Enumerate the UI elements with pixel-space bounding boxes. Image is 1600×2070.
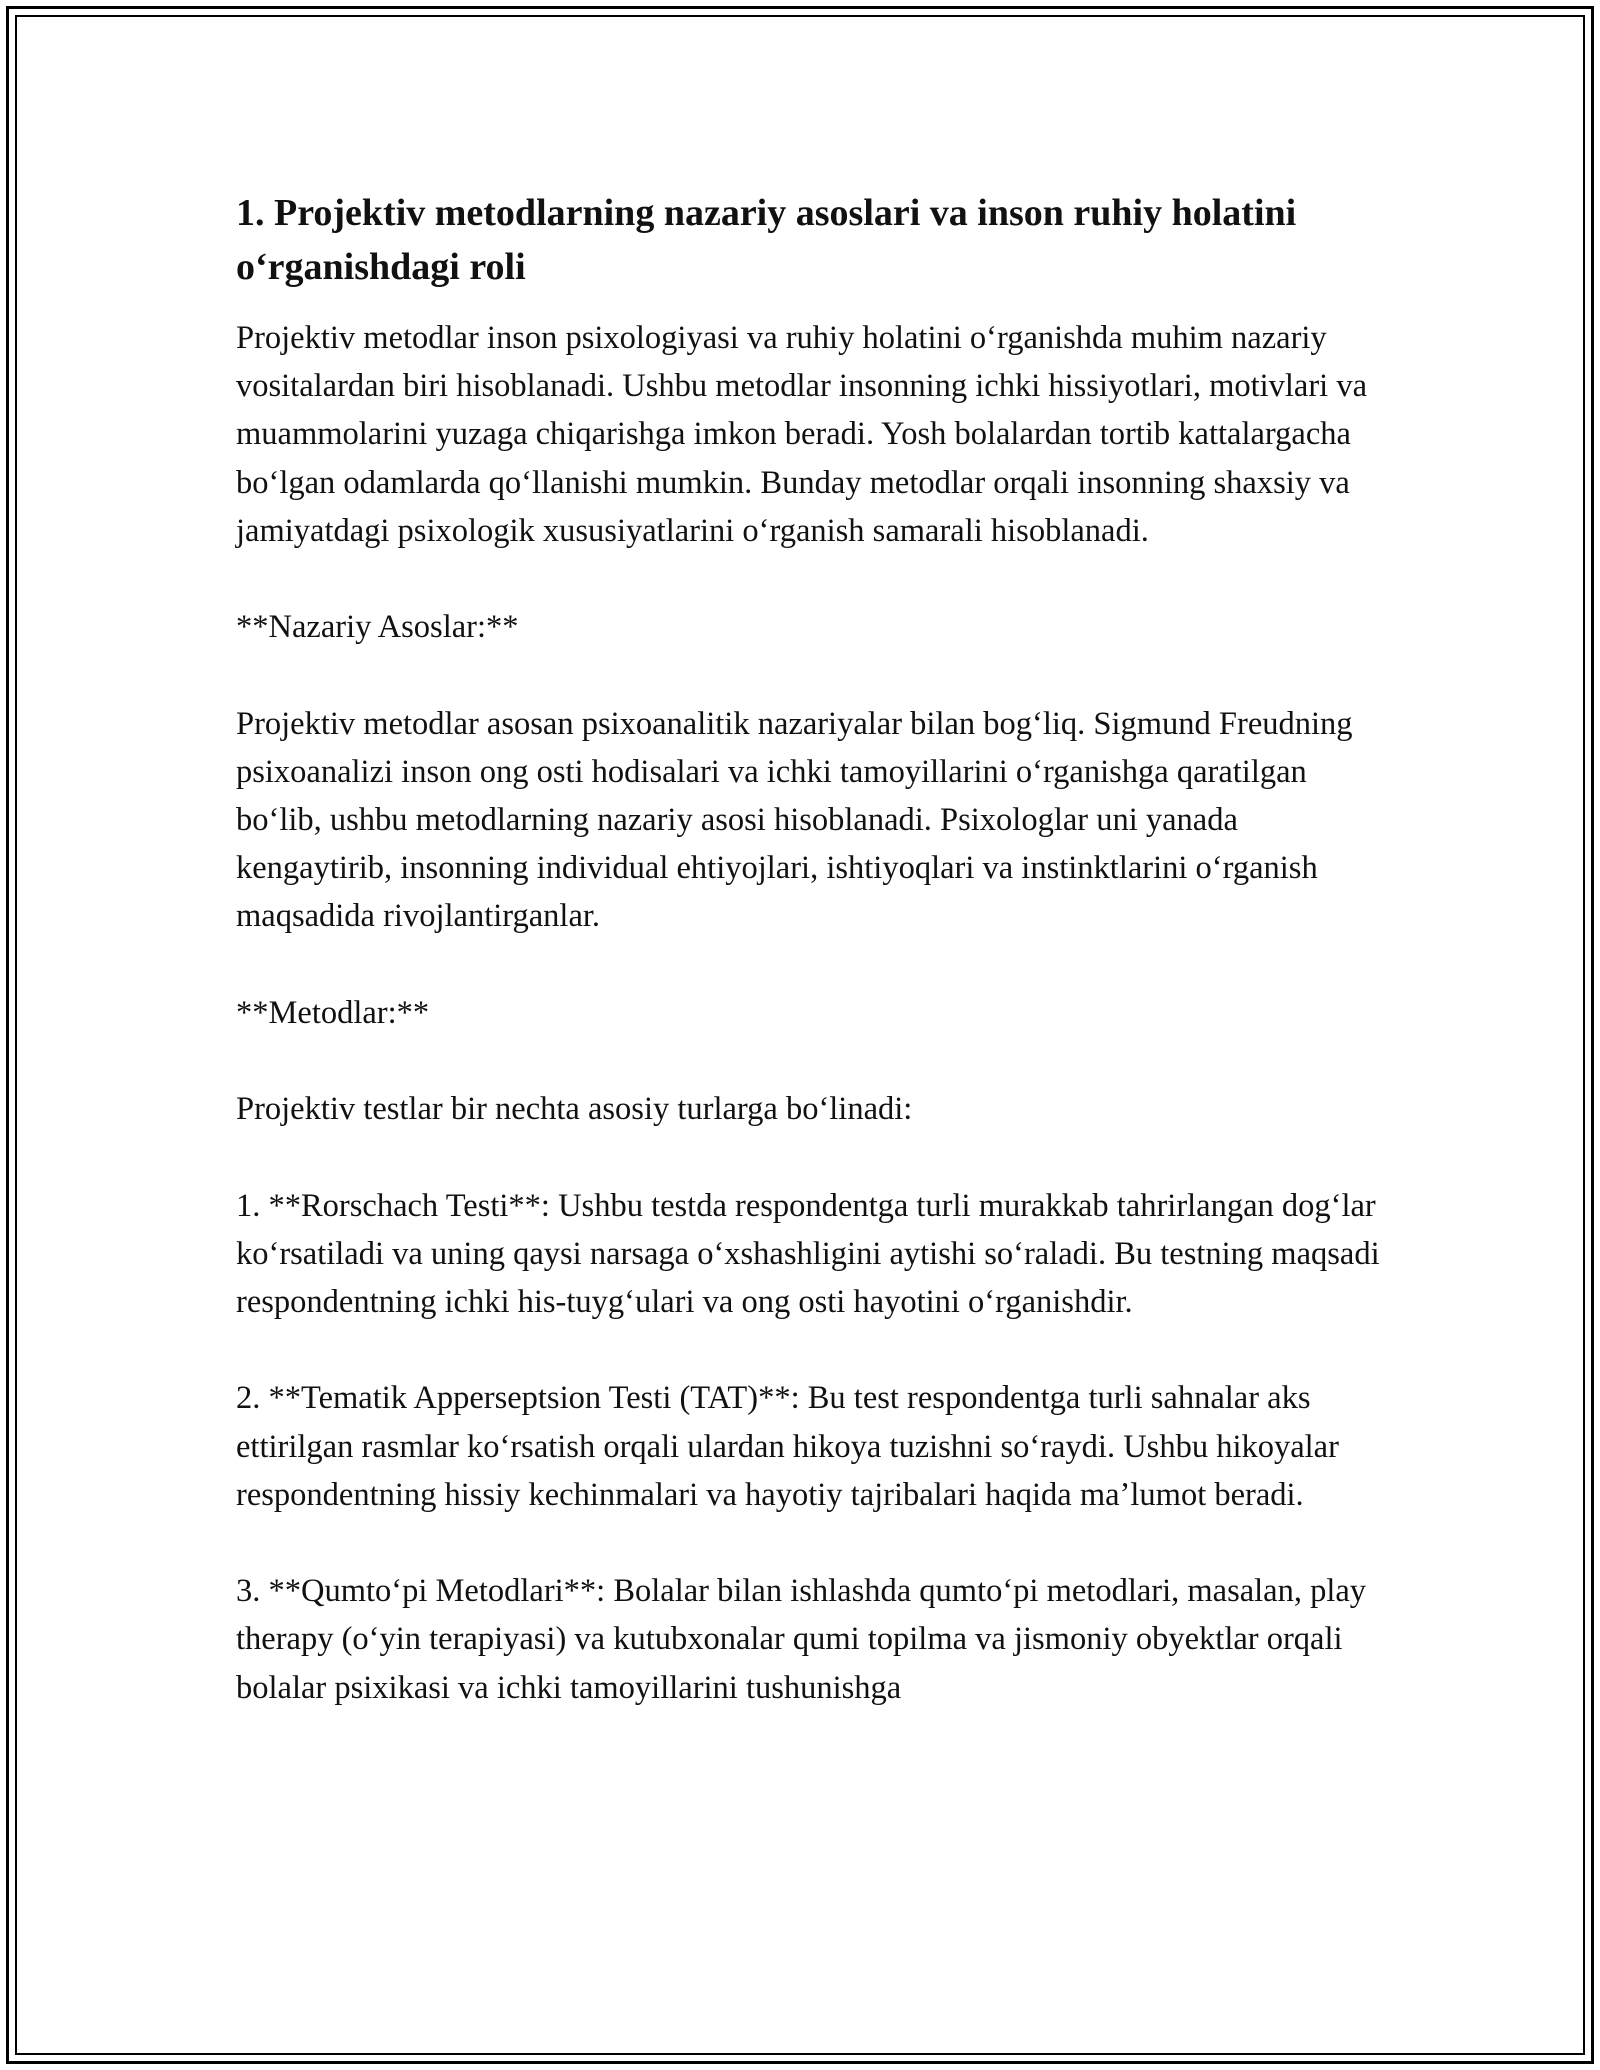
list-item-sand-methods: 3. **Qumtoʻpi Metodlari**: Bolalar bilan ishlashda qumtoʻpi metodlari, masalan, play therapy (oʻyin terapiyasi) va kutubxonalar qumi topilma va jismoniy obyektlar orqali bolalar psixikasi va ichki tamoyillarini tushunishga	[236, 1573, 1367, 1706]
document-body	[236, 186, 1396, 1760]
methods-subheading: **Metodlar:**	[236, 994, 430, 1031]
methods-intro-paragraph: Projektiv testlar bir nechta asosiy turlarga boʻlinadi:	[236, 1091, 913, 1128]
section-heading: 1. Projektiv metodlarning nazariy asoslari va inson ruhiy holatini oʻrganishdagi roli	[236, 192, 1297, 288]
intro-paragraph: Projektiv metodlar inson psixologiyasi va ruhiy holatini oʻrganishda muhim nazariy vositalardan biri hisoblanadi. Ushbu metodlar insonning ichki hissiyotlari, motivlari va muammolarini yuzaga chiqarishga imkon beradi. Yosh bolalardan tortib kattalargacha boʻlgan odamlarda qoʻllanishi mumkin. Bunday metodlar orqali insonning shaxsiy va jamiyatdagi psixologik xususiyatlarini oʻrganish samarali hisoblanadi.	[236, 320, 1368, 549]
list-item-tat: 2. **Tematik Apperseptsion Testi (TAT)**: Bu test respondentga turli sahnalar aks ettirilgan rasmlar koʻrsatish orqali ulardan hikoya tuzishni soʻraydi. Ushbu hikoyalar respondentning hissiy kechinmalari va hayotiy tajribalari haqida maʼlumot beradi.	[236, 1380, 1339, 1513]
list-item-rorschach: 1. **Rorschach Testi**: Ushbu testda respondentga turli murakkab tahrirlangan dogʻlar koʻrsatiladi va uning qaysi narsaga oʻxshashligini aytishi soʻraladi. Bu testning maqsadi respondentning ichki his-tuygʻulari va ong osti hayotini oʻrganishdir.	[236, 1187, 1380, 1320]
theory-subheading: **Nazariy Asoslar:**	[236, 609, 519, 646]
theory-paragraph: Projektiv metodlar asosan psixoanalitik nazariyalar bilan bogʻliq. Sigmund Freudning psixoanalizi inson ong osti hodisalari va ichki tamoyillarini oʻrganishga qaratilgan boʻlib, ushbu metodlarning nazariy asosi hisoblanadi. Psixologlar uni yanada kengaytirib, insonning individual ehtiyojlari, ishtiyoqlari va instinktlarini oʻrganish maqsadida rivojlantirganlar.	[236, 705, 1353, 935]
